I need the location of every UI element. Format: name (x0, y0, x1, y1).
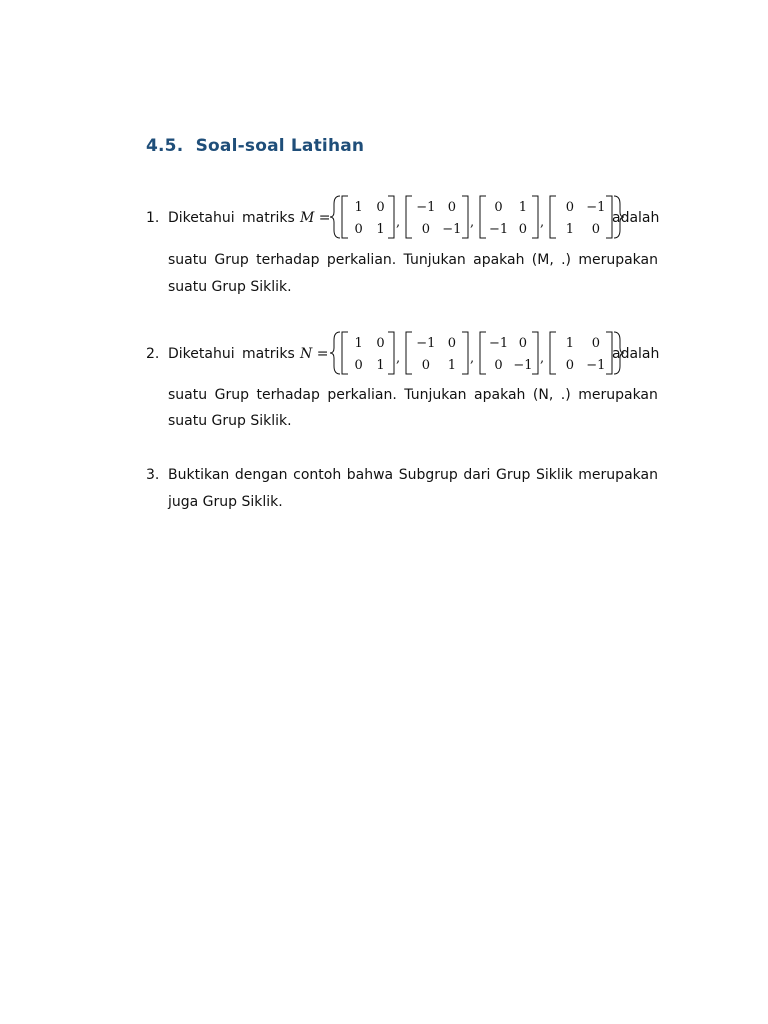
matrix-entry: 1 (376, 358, 385, 373)
matrix-entry: −1 (488, 222, 509, 237)
matrix-entry: 1 (565, 222, 574, 237)
exercise-line-3: suatu Grup Siklik. (168, 279, 292, 295)
matrix-entry: 1 (354, 200, 363, 215)
word: Subgrup (398, 467, 458, 483)
exercise-line-2: juga Grup Siklik. (168, 494, 283, 510)
matrix (342, 196, 394, 238)
matrix-right-bracket (532, 332, 538, 374)
exercise-number: 2. (146, 346, 160, 362)
matrix (342, 332, 394, 374)
matrix-entry: 0 (565, 200, 574, 215)
word: perkalian. (326, 252, 397, 268)
matrix-entry: 1 (565, 336, 574, 351)
matrix (480, 196, 538, 238)
word: suatu (168, 252, 208, 268)
exercise-line-3: suatu Grup Siklik. (168, 413, 292, 429)
matrix-left-bracket (406, 196, 412, 238)
matrix-entry: 0 (518, 222, 528, 237)
word: Grup (496, 467, 531, 483)
word: apakah (473, 252, 525, 268)
word: dengan (234, 467, 288, 483)
word: apakah (474, 387, 526, 403)
exercise-after-text: adalah (612, 210, 660, 226)
set-symbol: M (300, 210, 315, 226)
word: Buktikan (168, 467, 230, 483)
matrix-set (330, 194, 620, 240)
word: Tunjukan (403, 252, 466, 268)
matrix-left-bracket (480, 196, 486, 238)
matrix-entry: 0 (354, 358, 363, 373)
matrix-entry: 0 (421, 222, 430, 237)
comma: , (470, 215, 475, 230)
word: contoh (293, 467, 342, 483)
comma: , (396, 215, 401, 230)
word: (M, (531, 252, 554, 268)
matrix-left-bracket (406, 332, 412, 374)
comma: , (396, 351, 401, 366)
section-title: 4.5. Soal-soal Latihan (146, 136, 365, 156)
word: .) (561, 252, 572, 268)
matrix-right-bracket (532, 196, 538, 238)
matrix (406, 196, 468, 238)
matrix-entry: 0 (591, 222, 601, 237)
exercise-line-2 (168, 250, 658, 270)
matrix-left-bracket (480, 332, 486, 374)
exercise-line-2 (168, 385, 658, 405)
matrix-entry: 0 (494, 200, 503, 215)
matrix-entry: 1 (354, 336, 363, 351)
matrix-entry: 0 (494, 358, 503, 373)
matrix-right-bracket (388, 332, 394, 374)
word: (N, (532, 387, 554, 403)
word: terhadap (256, 387, 320, 403)
equals-sign: = (318, 210, 331, 226)
word: dari (463, 467, 491, 483)
matrix-set (330, 330, 620, 376)
matrix-entry: 0 (447, 200, 457, 215)
matrix (550, 196, 612, 238)
matrix-entry: 1 (518, 200, 528, 215)
matrix-entry: −1 (513, 358, 533, 373)
exercise-line-1 (168, 465, 658, 485)
matrix-entry: −1 (442, 222, 462, 237)
matrix-entry: 0 (591, 336, 601, 351)
matrix-left-bracket (342, 332, 348, 374)
word: merupakan (578, 252, 658, 268)
matrix-left-bracket (550, 332, 556, 374)
left-brace (330, 196, 340, 238)
matrix-entry: 1 (447, 358, 457, 373)
matrix-right-bracket (388, 196, 394, 238)
exercise-after-text: adalah (612, 346, 660, 362)
set-symbol: N (300, 346, 313, 362)
matrix-left-bracket (342, 196, 348, 238)
word: Siklik (535, 467, 573, 483)
word: merupakan (578, 387, 658, 403)
word: bahwa (346, 467, 394, 483)
matrix (406, 332, 468, 374)
word: Grup (214, 252, 249, 268)
matrix-right-bracket (462, 332, 468, 374)
word: Tunjukan (404, 387, 467, 403)
comma: , (470, 351, 475, 366)
word: suatu (168, 387, 208, 403)
word: terhadap (256, 252, 320, 268)
matrix-entry: 0 (376, 200, 385, 215)
matrix-entry: 0 (421, 358, 430, 373)
matrix-set-symbol (300, 344, 328, 364)
matrix-entry: 0 (565, 358, 574, 373)
matrix-entry: 0 (518, 336, 528, 351)
matrix-entry: −1 (586, 358, 606, 373)
equals-sign: = (316, 346, 329, 362)
matrix-entry: 1 (376, 222, 385, 237)
matrix (550, 332, 612, 374)
matrix (480, 332, 538, 374)
word: .) (560, 387, 571, 403)
comma: , (540, 215, 545, 230)
matrix-entry: −1 (416, 200, 436, 215)
matrix-entry: −1 (416, 336, 436, 351)
matrix-left-bracket (550, 196, 556, 238)
left-brace (330, 332, 340, 374)
exercise-intro: Diketahui matriks (168, 346, 295, 362)
word: Grup (214, 387, 249, 403)
word: merupakan (578, 467, 658, 483)
exercise-number: 3. (146, 467, 160, 483)
matrix-entry: 0 (354, 222, 363, 237)
matrix-set-symbol (300, 208, 331, 228)
matrix-entry: 0 (376, 336, 385, 351)
comma: , (540, 351, 545, 366)
matrix-entry: −1 (586, 200, 606, 215)
word: perkalian. (327, 387, 397, 403)
exercise-number: 1. (146, 210, 160, 226)
matrix-entry: −1 (488, 336, 509, 351)
exercise-intro: Diketahui matriks (168, 210, 295, 226)
matrix-right-bracket (462, 196, 468, 238)
matrix-entry: 0 (447, 336, 457, 351)
